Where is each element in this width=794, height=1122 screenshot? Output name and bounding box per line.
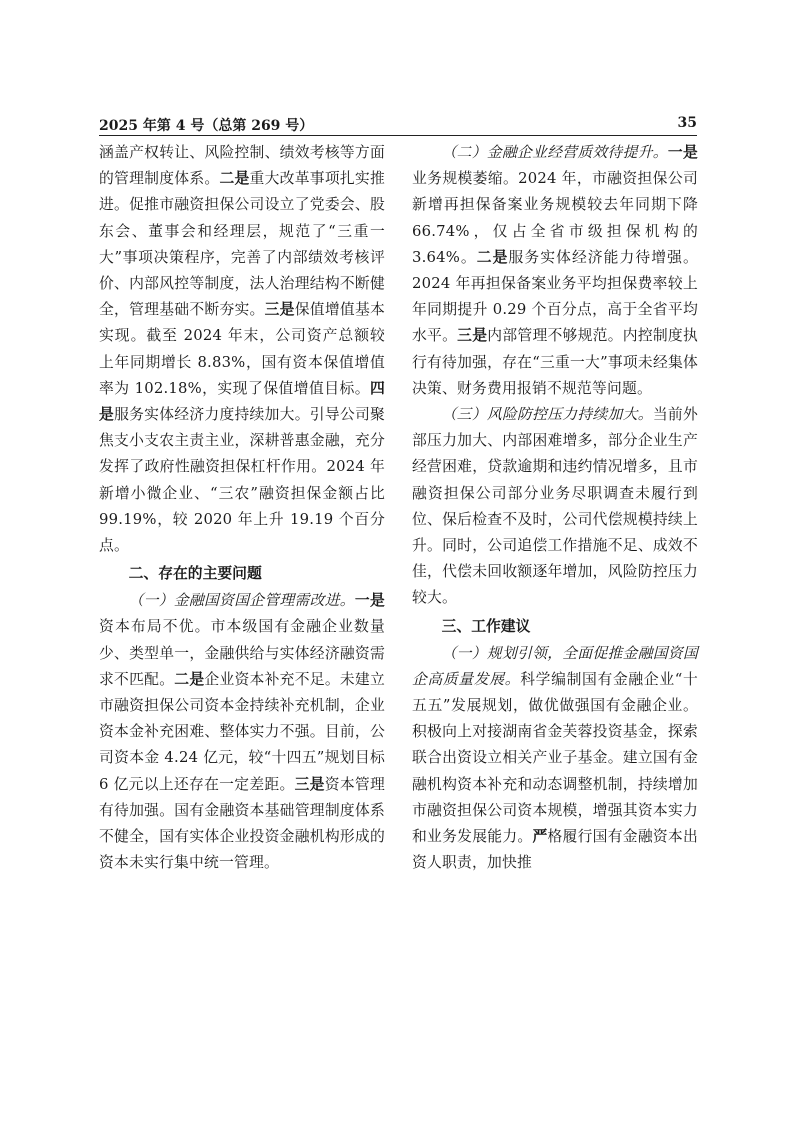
journal-issue: 2025 年第 4 号（总第 269 号）	[99, 118, 314, 134]
page-number: 35	[677, 115, 697, 131]
paragraph-reform-results: 涵盖产权转让、风险控制、绩效考核等方面的管理制度体系。二是重大改革事项扎实推进。促推市融资担保公司设立了党委会、股东会、董事会和经理层，规范了“三重一大”事项决策程序，完善了内部绩效考核评价、内部风控等制度，法人治理结构不断健全，管理基础不断夯实。三是保值增值基本实现。截至 2024 年末，公司资产总额较上年同期增长 8.83%，国有资本保值增值率为 102.18%，实现了保值增值目标。四是服务实体经济力度持续加大。引导公司聚焦支小支农主责主业，深耕普惠金融，充分发挥了政府性融资担保杠杆作用。2024 年新增小微企业、“三农”融资担保金额占比 99.19%，较 2020 年上升 19.19 个百分点。	[99, 144, 386, 555]
paragraph-risk-control: （三）风险防控压力持续加大。当前外部压力加大、内部困难增多，部分企业生产经营困难，贷款逾期和违约情况增多，且市融资担保公司部分业务尽职调查未履行到位、保后检查不及时，公司代偿规模持续上升。同时，公司追偿工作措施不足、成效不佳，代偿未回收额逐年增加，风险防控压力较大。	[412, 406, 698, 607]
right-column	[412, 140, 698, 876]
paragraph-planning-guidance: （一）规划引领，全面促推金融国资国企高质量发展。科学编制国有金融企业“十五五”发展规划，做优做强国有金融企业。积极向上对接湖南省金芙蓉投资基金，探索联合出资设立相关产业子基金。建立国有金融机构资本补充和动态调整机制，持续增加市融资担保公司资本规模，增强其资本实力和业务发展能力。严格履行国有金融资本出资人职责，加快推	[412, 644, 698, 872]
left-column	[99, 140, 385, 876]
section-heading-suggestions: 三、工作建议	[441, 617, 531, 635]
paragraph-management-issues: （一）金融国资国企管理需改进。一是资本布局不优。市本级国有金融企业数量少、类型单一，金融供给与实体经济融资需求不匹配。二是企业资本补充不足。未建立市融资担保公司资本金持续补充机制，企业资本金补充困难、整体实力不强。目前，公司资本金 4.24 亿元，较“十四五”规划目标 6 亿元以上还存在一定差距。三是资本管理有待加强。国有金融资本基础管理制度体系不健全，国有实体企业投资金融机构形成的资本未实行集中统一管理。	[99, 592, 385, 872]
running-header	[99, 113, 697, 136]
section-heading-problems: 二、存在的主要问题	[128, 565, 262, 583]
paragraph-business-quality: （二）金融企业经营质效待提升。一是业务规模萎缩。2024 年，市融资担保公司新增再担保备案业务规模较去年同期下降 66.74%，仅占全省市级担保机构的 3.64%。二是服务实体经济能力待增强。2024 年再担保备案业务平均担保费率较上年同期提升 0.29 个百分点，高于全省平均水平。三是内部管理不够规范。内控制度执行有待加强，存在“三重一大”事项未经集体决策、财务费用报销不规范等问题。	[412, 144, 698, 397]
